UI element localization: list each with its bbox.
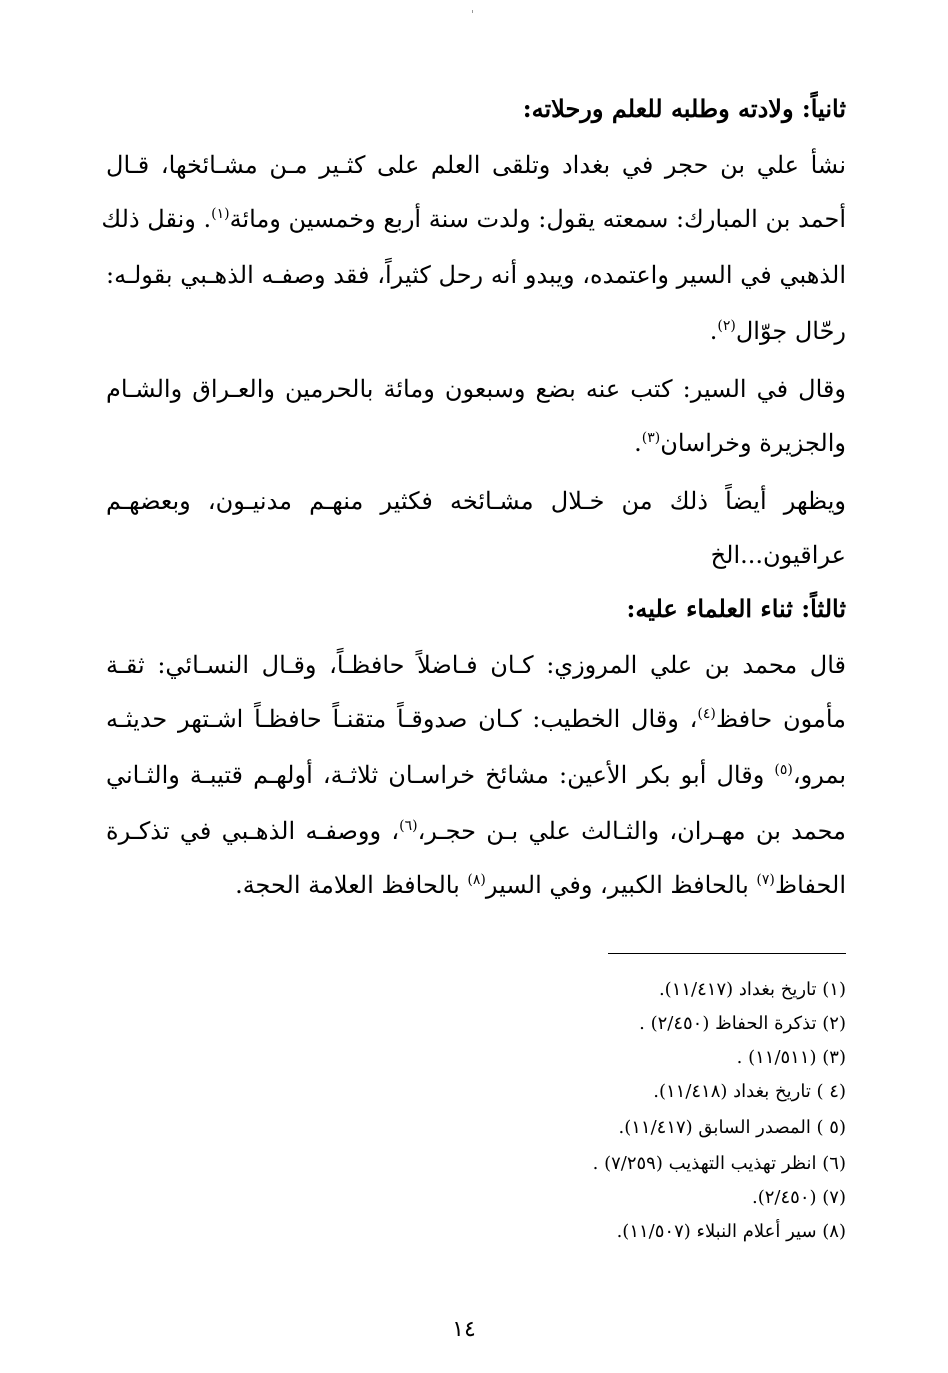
footnote-item: (٤ ) تاريخ بغداد (١١/٤١٨). xyxy=(653,1081,846,1102)
text-span: ، ووصفـه الذهـبي في تذكـرة xyxy=(106,817,400,845)
text-span: أحمد بن المبارك: سمعته يقول: ولدت سنة أربع وخمسين ومائة xyxy=(229,205,846,233)
text-span: . xyxy=(709,317,718,345)
text-span: والجزيرة وخراسان xyxy=(660,429,846,457)
footnote-ref: (٧) xyxy=(756,872,775,888)
text-span: . xyxy=(634,429,642,457)
section-heading-birth: ثانياً: ولادته وطلبه للعلم ورحلاته: xyxy=(522,94,846,123)
footnote-item: (١) تاريخ بغداد (١١/٤١٧). xyxy=(658,979,846,1000)
page-mark xyxy=(472,10,473,13)
paragraph-line xyxy=(106,868,846,902)
paragraph-line xyxy=(106,814,846,848)
footnote-item: (٧) (٢/٤٥٠). xyxy=(752,1187,846,1208)
paragraph-line xyxy=(106,314,846,348)
text-span: محمد بن مهـران، والثـالث علي بـن حجـر، xyxy=(417,817,846,845)
text-span: بالحافظ العلامة الحجة. xyxy=(235,871,460,899)
footnote-item: (٥ ) المصدر السابق (١١/٤١٧). xyxy=(618,1117,846,1138)
paragraph-line xyxy=(106,758,846,792)
footnote-item: (٨) سير أعلام النبلاء (١١/٥٠٧). xyxy=(616,1221,846,1242)
text-span: . ونقل ذلك xyxy=(101,205,212,233)
paragraph-line: نشأ علي بن حجر في بغداد وتلقى العلم على كثـير مـن مشـائخها، قـال xyxy=(106,151,846,179)
text-span: الحفاظ xyxy=(774,871,846,899)
footnote-item: (٢) تذكرة الحفاظ (٢/٤٥٠) . xyxy=(639,1013,846,1034)
paragraph-line: عراقيون...الخ xyxy=(710,541,846,569)
paragraph-line: وقال في السير: كتب عنه بضع وسبعون ومائة بالحرمين والعـراق والشـام xyxy=(106,375,846,403)
text-span: رحّال جوّال xyxy=(735,317,846,345)
paragraph-line xyxy=(101,202,846,236)
footnote-ref: (٤) xyxy=(697,706,716,722)
text-span: ، وقال الخطيب: كـان صدوقـاً متقنـاً حافظـاً اشـتهر حديثـه xyxy=(106,705,698,733)
paragraph-line xyxy=(106,702,846,736)
footnote-ref: (٦) xyxy=(399,818,418,834)
paragraph-line: قال محمد بن علي المروزي: كـان فـاضلاً حافظـاً، وقـال النسـائي: ثقـة xyxy=(106,651,846,679)
paragraph-line xyxy=(106,426,846,460)
paragraph-line: الذهبي في السير واعتمده، ويبدو أنه رحل كثيراً، فقد وصفـه الذهـبي بقولـه: xyxy=(106,261,846,289)
section-heading-praise: ثالثاً: ثناء العلماء عليه: xyxy=(626,594,846,623)
footnote-item: (٣) (١١/٥١١) . xyxy=(736,1047,846,1068)
footnote-separator xyxy=(608,953,846,954)
text-span: بالحافظ الكبير، وفي السير xyxy=(485,871,749,899)
paragraph-line: ويظهر أيضاً ذلك من خـلال مشـائخه فكثير منهـم مدنيـون، وبعضهـم xyxy=(106,487,846,515)
footnote-ref: (٢) xyxy=(717,318,736,334)
footnote-ref: (٨) xyxy=(467,872,486,888)
footnote-item: (٦) انظر تهذيب التهذيب (٧/٢٥٩) . xyxy=(592,1153,846,1174)
text-span: وقال أبو بكر الأعين: مشائخ خراسـان ثلاثـة، أولهـم قتيبـة والثـاني xyxy=(106,761,765,789)
text-span: بمرو، xyxy=(792,761,846,789)
footnote-ref: (١) xyxy=(211,206,230,222)
text-span: مأمون حافظ xyxy=(715,705,846,733)
footnote-ref: (٣) xyxy=(641,430,661,446)
footnote-ref: (٥) xyxy=(774,762,793,778)
page-number: ١٤ xyxy=(452,1317,476,1342)
